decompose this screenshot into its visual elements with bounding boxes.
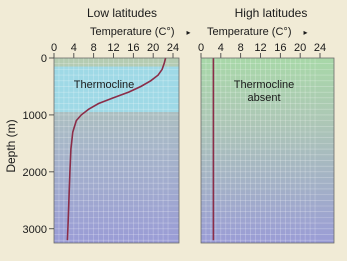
x-tick-label: 20 — [294, 42, 307, 54]
x-tick-label: 24 — [313, 42, 327, 54]
y-ticks — [23, 53, 54, 236]
x-axis-arrow-icon: ▸ — [186, 28, 191, 37]
x-axis-label-low: Temperature (C°) ▸ — [90, 26, 191, 38]
y-axis-label: Depth (m) — [4, 119, 18, 173]
x-axis-arrow-icon: ▸ — [303, 28, 308, 37]
x-ticks — [198, 42, 326, 58]
x-axis-label-high: Temperature (C°) ▸ — [207, 26, 308, 38]
x-tick-label: 0 — [50, 42, 58, 54]
x-tick-label: 24 — [166, 42, 180, 54]
x-tick-label: 8 — [237, 42, 244, 54]
thermocline-absent-label: Thermocline absent — [233, 79, 295, 104]
y-tick-label: 1000 — [22, 109, 47, 122]
x-tick-label: 4 — [217, 42, 224, 54]
x-ticks — [51, 42, 179, 58]
x-tick-label: 0 — [197, 42, 205, 54]
x-tick-label: 16 — [127, 42, 140, 54]
panel-high-latitudes — [198, 42, 334, 243]
x-tick-label: 12 — [254, 42, 267, 54]
panel-title-low: Low latitudes — [86, 6, 158, 20]
x-tick-label: 16 — [274, 42, 287, 54]
y-tick-label: 0 — [40, 53, 47, 65]
x-tick-label: 4 — [70, 42, 77, 54]
x-tick-label: 8 — [90, 42, 97, 54]
thermocline-label: Thermocline — [73, 79, 135, 91]
y-tick-label: 3000 — [22, 223, 47, 236]
x-tick-label: 12 — [107, 42, 120, 54]
x-tick-label: 20 — [147, 42, 160, 54]
panel-title-high: High latitudes — [234, 6, 308, 20]
panel-low-latitudes — [51, 42, 179, 243]
y-tick-label: 2000 — [22, 166, 47, 179]
